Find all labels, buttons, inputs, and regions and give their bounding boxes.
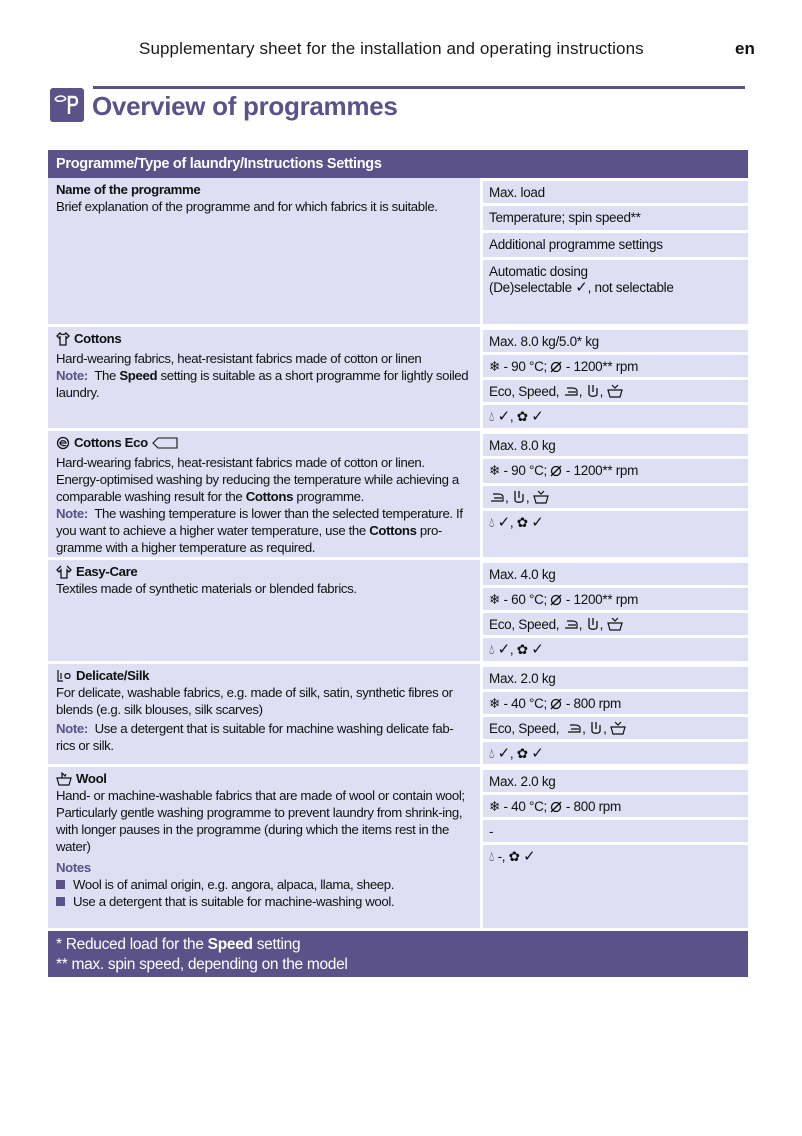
note-label: Note:: [56, 368, 88, 383]
delicate-note: [56, 720, 472, 754]
detergent-icon: 💧︎: [489, 746, 495, 761]
cottons-temp: - 90 °C;: [503, 359, 547, 374]
cottons-eco-note-bold: Cottons: [369, 523, 417, 538]
legend-left: [48, 178, 480, 324]
cottons-eco-note: [56, 505, 472, 556]
cottons-eco-desc-2-text: Energy-optimised washing by reducing the temperature while achieving a comparable washing result for the: [56, 472, 459, 504]
cottons-name: Cottons: [74, 331, 122, 346]
wool-name-line: [56, 770, 472, 787]
cold-icon: ❄: [489, 463, 501, 478]
softener-icon: ✿: [516, 409, 528, 424]
table-row-legend: [48, 178, 748, 324]
softener-icon: ✿: [516, 515, 528, 530]
programmes-table: [48, 150, 748, 977]
delicate-right: [483, 664, 748, 764]
legend-dosing-selectable: (De)selectable: [489, 280, 572, 295]
easy-care-extras: Eco, Speed, , ,: [483, 613, 748, 635]
cottons-eco-desc-1: Hard-wearing fabrics, heat-resistant fabrics made of cotton or linen.: [56, 455, 425, 470]
cottons-eco-temp: - 90 °C;: [503, 463, 547, 478]
spin-icon: [550, 465, 562, 477]
bullet-square-icon: [56, 897, 65, 906]
cottons-note-a: The: [94, 368, 117, 383]
cottons-eco-load: Max. 8.0 kg: [483, 434, 748, 456]
wool-right: [483, 767, 748, 928]
delicate-note-text: Use a detergent that is suitable for machine washing delicate fab-rics or silk.: [56, 721, 454, 753]
easy-care-spin: - 1200** rpm: [565, 592, 639, 607]
delicate-temp: - 40 °C;: [503, 696, 547, 711]
easy-care-right: [483, 560, 748, 661]
cottons-eco-dosing: 💧︎ ✓, ✿ ✓: [483, 511, 748, 557]
cottons-eco-left: [48, 431, 480, 557]
footer-line-1a: * Reduced load for the: [56, 936, 204, 953]
rinse-hold-icon: [586, 617, 600, 631]
footer-line-1-bold: Speed: [207, 936, 253, 953]
wool-dosing: [483, 845, 748, 928]
cottons-extras: Eco, Speed, , ,: [483, 380, 748, 402]
wool-extras: -: [483, 820, 748, 842]
check-icon: ✓: [531, 641, 544, 658]
legend-dosing-not: , not selectable: [587, 280, 674, 295]
label-icon: [152, 437, 178, 449]
easy-iron-icon: [563, 386, 579, 398]
delicate-name-line: [56, 667, 472, 684]
cottons-left: [48, 327, 480, 428]
legend-additional: Additional programme settings: [483, 233, 748, 257]
prewash-icon: [610, 721, 626, 735]
legend-temp-spin: Temperature; spin speed**: [483, 206, 748, 230]
header-text: Supplementary sheet for the installation and operating instructions: [139, 39, 644, 58]
wool-load: Max. 2.0 kg: [483, 770, 748, 792]
delicate-name: Delicate/Silk: [76, 668, 150, 683]
list-item: [56, 876, 472, 893]
cold-icon: ❄: [489, 696, 501, 711]
language-code: en: [735, 39, 755, 58]
easy-care-temp-spin: [483, 588, 748, 610]
legend-dosing: [483, 260, 748, 324]
programme-p-icon: [50, 88, 84, 122]
header-rule: [93, 86, 745, 89]
easy-care-name: Easy-Care: [76, 564, 138, 579]
prewash-icon: [607, 384, 623, 398]
cottons-note-b: setting is suitable as a short programme for lightly soiled laundry.: [56, 368, 469, 400]
check-icon: ✓: [531, 745, 544, 762]
page-title: Overview of programmes: [92, 91, 398, 121]
cold-icon: ❄: [489, 592, 501, 607]
cottons-eco-right: [483, 431, 748, 557]
cottons-eco-extras: , ,: [483, 486, 748, 508]
cottons-note-bold: Speed: [119, 368, 158, 383]
prewash-icon: [607, 617, 623, 631]
rinse-hold-icon: [586, 384, 600, 398]
cottons-eco-spin: - 1200** rpm: [565, 463, 639, 478]
rinse-hold-icon: [589, 721, 603, 735]
spin-icon: [550, 801, 562, 813]
wool-desc-2: Particularly gentle washing programme to prevent laundry from shrink-ing, with longer pauses in the programme (during which the items rest in the water): [56, 805, 463, 854]
table-row-wool: [48, 764, 748, 928]
cottons-load: Max. 8.0 kg/5.0* kg: [483, 330, 748, 352]
delicate-dosing: 💧︎ ✓, ✿ ✓: [483, 742, 748, 764]
wool-desc-1: Hand- or machine-washable fabrics that are made of wool or contain wool;: [56, 788, 465, 803]
detergent-icon: 💧︎: [489, 515, 495, 530]
check-icon: ✓: [497, 408, 510, 425]
easy-care-desc: Textiles made of synthetic materials or blended fabrics.: [56, 581, 357, 596]
wool-notes-heading: Notes: [56, 860, 91, 875]
check-icon: ✓: [523, 848, 536, 865]
easy-care-extras-text: Eco, Speed,: [489, 617, 560, 632]
easy-care-left: [48, 560, 480, 661]
delicate-spin: - 800 rpm: [565, 696, 621, 711]
cottons-eco-desc-3: programme.: [296, 489, 364, 504]
easy-care-temp: - 60 °C;: [503, 592, 547, 607]
table-row-delicate-silk: [48, 661, 748, 764]
cottons-spin: - 1200** rpm: [565, 359, 639, 374]
cottons-shirt-icon: [56, 332, 70, 346]
legend-dosing-title: Automatic dosing: [489, 264, 588, 279]
footer-line-2: ** max. spin speed, depending on the model: [56, 956, 348, 973]
note-label: Note:: [56, 506, 88, 521]
list-item: [56, 893, 472, 910]
footer-line-1b: setting: [256, 936, 301, 953]
easy-iron-icon: [563, 619, 579, 631]
wool-note-2: Use a detergent that is suitable for machine-washing wool.: [73, 894, 395, 909]
bullet-square-icon: [56, 880, 65, 889]
easy-iron-icon: [566, 723, 582, 735]
cottons-right: [483, 327, 748, 428]
footer-line-1: [56, 935, 740, 955]
delicate-desc: For delicate, washable fabrics, e.g. made of silk, satin, synthetic fibres or blends (e.g. silk blouses, silk scarves): [56, 685, 453, 717]
easy-care-shirt-icon: [56, 565, 72, 579]
cottons-desc: Hard-wearing fabrics, heat-resistant fabrics made of cotton or linen: [56, 351, 422, 366]
table-row-cottons-eco: [48, 428, 748, 557]
check-icon: ✓: [575, 279, 588, 296]
cottons-eco-name-line: [56, 434, 472, 451]
wool-name: Wool: [76, 771, 107, 786]
delicate-left: [48, 664, 480, 764]
cottons-eco-desc-2: [56, 471, 472, 505]
table-row-cottons: [48, 324, 748, 428]
detergent-icon: 💧︎: [489, 642, 495, 657]
cottons-note: [56, 367, 472, 401]
check-icon: ✓: [497, 641, 510, 658]
legend-name: Name of the programme: [56, 182, 201, 197]
prewash-icon: [533, 490, 549, 504]
check-icon: ✓: [497, 745, 510, 762]
rinse-hold-icon: [512, 490, 526, 504]
legend-desc: Brief explanation of the programme and for which fabrics it is suitable.: [56, 199, 438, 214]
check-icon: ✓: [531, 408, 544, 425]
check-icon: ✓: [497, 514, 510, 531]
delicate-temp-spin: [483, 692, 748, 714]
table-footer: [48, 931, 748, 977]
cottons-temp-spin: [483, 355, 748, 377]
wool-left: [48, 767, 480, 928]
softener-icon: ✿: [516, 642, 528, 657]
spin-icon: [550, 698, 562, 710]
table-row-easy-care: [48, 557, 748, 661]
detergent-icon: 💧︎: [489, 409, 495, 424]
wool-temp: - 40 °C;: [503, 799, 547, 814]
cottons-eco-desc-bold: Cottons: [245, 489, 294, 504]
easy-care-dosing: 💧︎ ✓, ✿ ✓: [483, 638, 748, 661]
detergent-icon: 💧︎: [489, 849, 495, 864]
cold-icon: ❄: [489, 359, 501, 374]
cottons-extras-text: Eco, Speed,: [489, 384, 560, 399]
delicate-extras-text: Eco, Speed,: [489, 721, 560, 736]
easy-care-load: Max. 4.0 kg: [483, 563, 748, 585]
cottons-name-line: [56, 330, 472, 347]
cold-icon: ❄: [489, 799, 501, 814]
table-heading: Programme/Type of laundry/Instructions Settings: [48, 150, 748, 178]
wool-spin: - 800 rpm: [565, 799, 621, 814]
spin-icon: [550, 594, 562, 606]
wool-temp-spin: [483, 795, 748, 817]
cottons-eco-temp-spin: [483, 459, 748, 483]
delicate-load: Max. 2.0 kg: [483, 667, 748, 689]
eco-icon: [56, 436, 70, 450]
softener-icon: ✿: [508, 849, 520, 864]
softener-icon: ✿: [516, 746, 528, 761]
legend-max-load: Max. load: [483, 181, 748, 203]
easy-care-name-line: [56, 563, 472, 580]
wool-hand-wash-icon: [56, 772, 72, 786]
note-label: Note:: [56, 721, 88, 736]
cottons-eco-name: Cottons Eco: [74, 435, 148, 450]
cottons-eco-note-b: pro-gramme with a higher temperature as required.: [56, 523, 442, 555]
wool-dosing-text: -,: [497, 849, 506, 864]
delicate-silk-icon: [56, 669, 72, 683]
legend-dosing-line: [489, 280, 742, 296]
spin-icon: [550, 361, 562, 373]
check-icon: ✓: [531, 514, 544, 531]
delicate-extras: Eco, Speed, , ,: [483, 717, 748, 739]
cottons-eco-note-a: The washing temperature is lower than the selected temperature. If you want to achieve a higher water temperature, use the: [56, 506, 463, 538]
cottons-dosing: 💧︎ ✓, ✿ ✓: [483, 405, 748, 428]
legend-right: [483, 178, 748, 324]
wool-note-1: Wool is of animal origin, e.g. angora, alpaca, llama, sheep.: [73, 877, 395, 892]
easy-iron-icon: [489, 492, 505, 504]
